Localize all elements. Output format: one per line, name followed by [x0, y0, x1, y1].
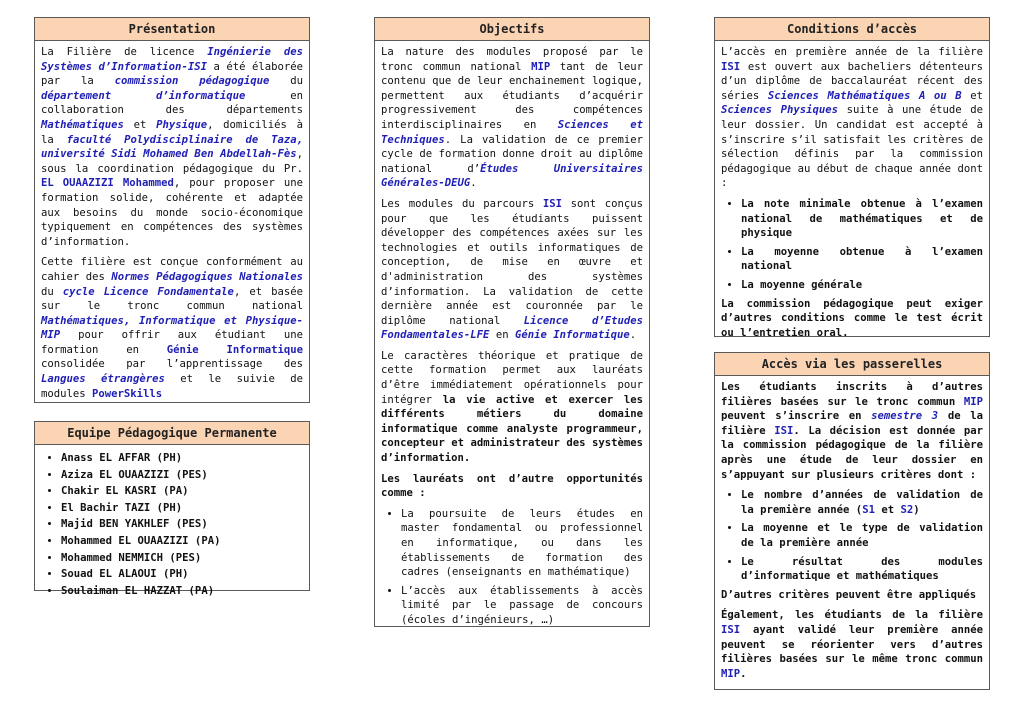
text-run: Sciences et Techniques: [381, 118, 643, 146]
objectifs-opportunities-list: [381, 507, 643, 628]
text-run: ): [913, 503, 920, 516]
conditions-criterion: • La moyenne obtenue à l’examen national: [741, 245, 983, 274]
text-run: ISI: [774, 424, 794, 437]
text-run: et le suivie de modules: [41, 373, 303, 400]
passerelles-criteria-list: [721, 488, 983, 584]
text-run: , domiciliés à la: [41, 118, 304, 146]
text-run: semestre 3: [871, 410, 939, 423]
passerelles-criterion: [741, 555, 983, 584]
text-run: S2: [900, 503, 914, 516]
text-run: Langues étrangères: [41, 373, 165, 386]
text-run: tant de leur contenu que de leur enchainement logique, permettent aux étudiants d’acquérir progressivement des compétences interdisciplinaires en: [381, 60, 643, 131]
presentation-paragraph-2: [41, 255, 303, 401]
text-run: Mathématiques: [41, 118, 124, 131]
text-run: du: [41, 285, 63, 298]
text-run: MIP: [721, 667, 741, 680]
passerelles-paragraph-1: [721, 380, 983, 482]
conditions-criteria-list: [721, 197, 983, 293]
equipe-member: • Soulaiman EL HAZZAT (PA): [61, 584, 303, 599]
presentation-paragraph-1: [41, 45, 303, 249]
text-run: .: [740, 667, 747, 680]
equipe-member: • Souad EL ALAOUI (PH): [61, 567, 303, 582]
text-run: MIP: [963, 395, 983, 408]
objectifs-paragraph-4: Les lauréats ont d’autre opportunités comme :: [381, 472, 643, 500]
equipe-member: • Majid BEN YAKHLEF (PES): [61, 517, 303, 532]
text-run: commission pédagogique: [114, 75, 270, 88]
objectifs-paragraph-2: [381, 197, 643, 343]
equipe-member: • Chakir EL KASRI (PA): [61, 484, 303, 499]
text-run: peuvent s’inscrire en: [721, 410, 872, 423]
equipe-member: • Mohammed NEMMICH (PES): [61, 551, 303, 566]
text-run: La nature des modules proposé par le tronc commun national: [381, 46, 643, 73]
text-run: consolidée par l’apprentissage des: [41, 358, 303, 371]
text-run: Ingénierie des Systèmes d’Information-ISI: [41, 46, 303, 73]
text-run: est ouvert aux bacheliers détenteurs d’un diplôme de baccalauréat récent des séries: [721, 60, 983, 102]
equipe-member: • Anass EL AFFAR (PH): [61, 451, 303, 466]
passerelles-paragraph-2: D’autres critères peuvent être appliqués: [721, 588, 977, 601]
conditions-paragraph-2: La commission pédagogique peut exiger d’autres conditions comme le test écrit ou l’entretien oral.: [721, 297, 983, 339]
equipe-panel: [34, 421, 310, 597]
text-run: et: [874, 503, 901, 516]
text-run: du: [269, 75, 303, 88]
objectifs-paragraph-1: [381, 45, 643, 191]
text-run: PowerSkills: [92, 387, 163, 400]
text-run: L’accès en première année de la filière: [721, 46, 983, 58]
objectifs-panel: [374, 17, 650, 627]
presentation-title: Présentation: [35, 18, 309, 41]
text-run: pour offrir aux étudiant une formation en: [41, 329, 303, 356]
text-run: a été élaborée par la: [41, 60, 303, 88]
text-run: . La validation de ce premier cycle de formation donne droit au diplôme national d’: [381, 133, 643, 175]
equipe-member: • Mohammed EL OUAAZIZI (PA): [61, 534, 303, 549]
passerelles-paragraph-3: [721, 608, 983, 681]
text-run: Sciences Physiques: [721, 104, 839, 117]
text-run: . La décision est donnée par la commission pédagogique de la filière après une étude de leur dossier en s’appuyant sur plusieurs critères dont :: [721, 424, 983, 481]
text-run: .: [470, 177, 477, 190]
objectifs-body: [375, 41, 649, 636]
text-run: Licence d’Etudes Fondamentales-LFE: [381, 314, 643, 342]
text-run: et: [961, 89, 983, 102]
text-run: Sciences Mathématiques A ou B: [767, 89, 962, 102]
text-run: , et basée sur le tronc commun national: [41, 285, 304, 313]
equipe-title: Equipe Pédagogique Permanente: [35, 422, 309, 445]
text-run: Le résultat des modules d’informatique et mathématiques: [741, 555, 983, 583]
text-run: suite à une étude de leur dossier. Un candidat est accepté à s’inscrire s’il satisfait les critères de sélection définis par la commission pédagogique au début de chaque année dont :: [721, 104, 983, 190]
equipe-member: • Aziza EL OUAAZIZI (PES): [61, 468, 303, 483]
text-run: Études Universitaires Générales-DEUG: [381, 162, 643, 190]
text-run: La Filière de licence: [41, 46, 208, 58]
text-run: cycle Licence Fondamentale: [62, 285, 234, 298]
objectifs-paragraph-3: [381, 349, 643, 466]
text-run: Normes Pédagogiques Nationales: [111, 270, 303, 283]
text-run: Le nombre d’années de validation de la première année (: [741, 489, 983, 516]
passerelles-criterion: [741, 521, 983, 550]
text-run: Les modules du parcours: [381, 197, 543, 210]
passerelles-panel: [714, 352, 990, 690]
equipe-body: [35, 445, 309, 604]
conditions-criterion: • La note minimale obtenue à l’examen national de mathématiques et de physique: [741, 197, 983, 241]
text-run: , sous la coordination pédagogique du Pr.: [41, 148, 303, 175]
conditions-paragraph-1: [721, 45, 983, 191]
passerelles-title: Accès via les passerelles: [715, 353, 989, 376]
passerelles-criterion: [741, 488, 983, 517]
text-run: Cette filière est conçue conformément au cahier des: [41, 256, 303, 283]
text-run: ayant validé leur première année peuvent se réorienter vers d’autres filières basées sur le même tronc commun: [721, 623, 983, 666]
objectifs-opportunity-item: • La poursuite de leurs études en master fondamental ou professionnel en informatique, ou dans les établissements de formation des cadres (enseignants en mathématique): [401, 507, 643, 580]
text-run: la vie active et exercer les différents métiers du domaine informatique comme analyste programmeur, concepteur et administrateur des systèmes d’information.: [381, 393, 643, 465]
text-run: Génie Informatique: [514, 329, 630, 342]
text-run: Mathématiques, Informatique et Physique-MIP: [41, 314, 303, 342]
presentation-panel: [34, 17, 310, 403]
conditions-criterion: • La moyenne générale: [741, 278, 983, 293]
text-run: EL OUAAZIZI Mohammed: [41, 177, 174, 190]
text-run: sont conçus pour que les étudiants puissent développer des compétences axées sur les technologies et outils informatiques de conception, de mise en œuvre et d'administration des systèmes d’information. La validation de cette dernière année est couronnée par le diplôme national: [381, 197, 643, 327]
text-run: S1: [862, 503, 875, 516]
text-run: Également, les étudiants de la filière: [721, 609, 983, 622]
text-run: Génie Informatique: [166, 343, 303, 356]
text-run: La moyenne et le type de validation de la première année: [741, 522, 983, 549]
text-run: ISI: [721, 623, 741, 636]
conditions-body: [715, 41, 989, 350]
text-run: Le caractères théorique et pratique de cette formation permet aux lauréats d’être immédiatement opérationnels pour intégrer: [381, 349, 643, 406]
text-run: Physique: [156, 118, 208, 131]
text-run: en collaboration des départements: [41, 89, 303, 117]
equipe-member-list: [41, 451, 303, 598]
text-run: et: [123, 118, 157, 131]
text-run: ISI: [542, 197, 563, 210]
text-run: .: [629, 329, 637, 342]
objectifs-opportunity-item: • L’accès aux établissements à accès limité par le passage de concours (écoles d’ingénieurs, …): [401, 584, 643, 628]
text-run: , pour proposer une formation solide, cohérente et adaptée aux besoins du monde socio-économique typiquement en compétences des systèmes d’information.: [41, 177, 304, 248]
passerelles-body: [715, 376, 989, 691]
conditions-title: Conditions d’accès: [715, 18, 989, 41]
objectifs-title: Objectifs: [375, 18, 649, 41]
text-run: en: [489, 329, 515, 342]
presentation-body: [35, 41, 309, 411]
equipe-member: • El Bachir TAZI (PH): [61, 501, 303, 516]
text-run: Les étudiants inscrits à d’autres filières basées sur le tronc commun: [721, 381, 983, 408]
text-run: département d’informatique: [41, 89, 246, 102]
text-run: de la filière: [721, 410, 983, 437]
conditions-panel: [714, 17, 990, 337]
text-run: MIP: [531, 60, 551, 73]
text-run: ISI: [721, 60, 741, 73]
text-run: faculté Polydisciplinaire de Taza, université Sidi Mohamed Ben Abdellah-Fès: [41, 133, 303, 161]
